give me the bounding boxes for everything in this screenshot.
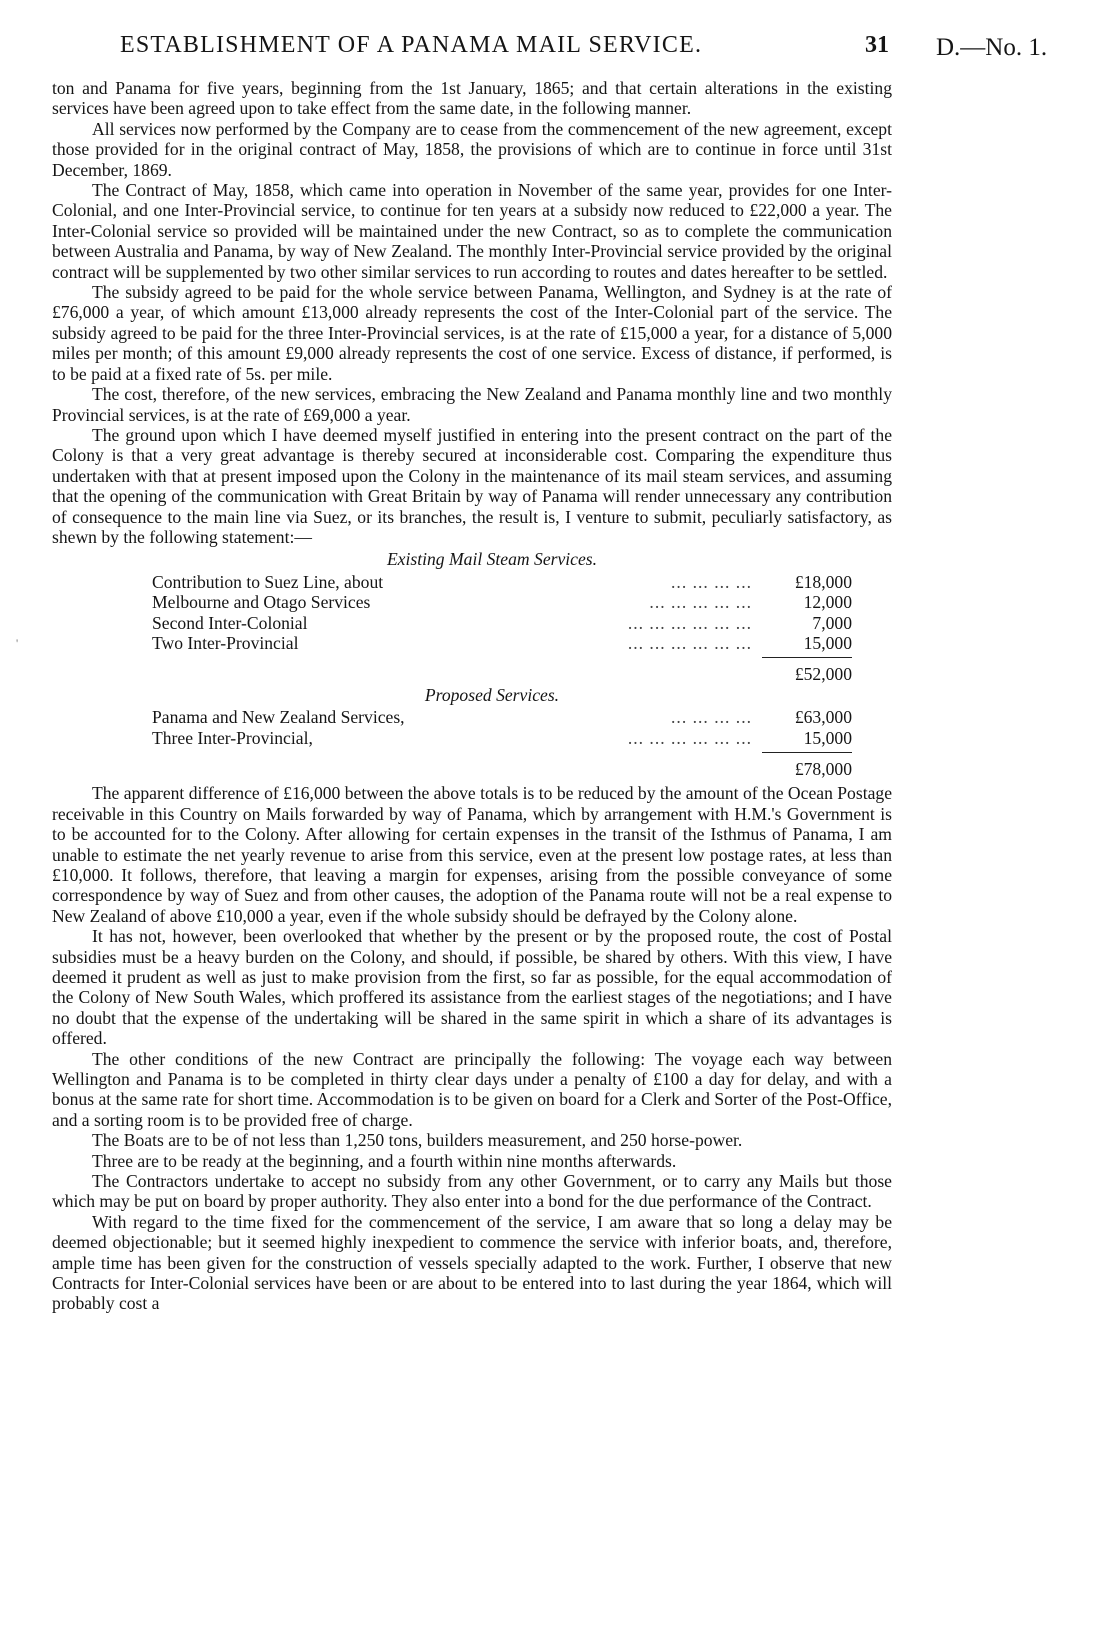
row-label: Melbourne and Otago Services [152,592,371,613]
paragraph: The cost, therefore, of the new services, embracing the New Zealand and Panama monthly line and two monthly Provincial services, is at the rate of £69,000 a year. [52,384,892,425]
total-rule [762,657,852,658]
row-amount: £63,000 [794,707,852,728]
margin-mark: ' [16,636,19,650]
row-leader: ... ... ... ... ... ... [627,727,752,748]
row-amount: £18,000 [794,571,852,592]
paragraph: Three are to be ready at the beginning, and a fourth within nine months afterwards. [92,1150,677,1171]
paragraph: The ground upon which I have deemed myself justified in entering into the present contract on the part of the Colony is that a very great advantage is thereby secured at inconsiderable cost. Comparing the expenditure thus undertaken with that at present imposed upon the Colony in the maintenance of its mail steam services, and assuming that the opening of the communication with Great Britain by way of Panama will render unnecessary any contribution of consequence to the main line via Suez, or its branches, the result is, I venture to submit, peculiarly satisfactory, as shewn by the following statement:— [52,424,892,547]
statement-row [152,633,852,653]
row-amount: 15,000 [803,632,852,653]
row-leader: ... ... ... ... ... ... [627,632,752,653]
statement-row [152,592,852,612]
paragraph: The subsidy agreed to be paid for the whole service between Panama, Wellington, and Sydney is at the rate of £76,000 a year, of which amount £13,000 already represents the cost of the Inter-Colonial part of the service. The subsidy agreed to be paid for the three Inter-Provincial services, is at the rate of £15,000 a year, for a distance of 5,000 miles per month; of this amount £9,000 already represents the cost of one service. Excess of distance, if performed, is to be paid at a fixed rate of 5s. per mile. [52,282,892,384]
proposed-services-heading: Proposed Services. [424,684,560,705]
paragraph: The other conditions of the new Contract are principally the following: The voyage each way between Wellington and Panama is to be completed in thirty clear days under a penalty of £100 a day for delay, and with a bonus at the same rate for short time. Accommodation is to be given on board for a Clerk and Sorter of the Post-Office, and a sorting room is to be provided free of charge. [52,1048,892,1130]
paragraph: All services now performed by the Company are to cease from the commencement of the new agreement, except those provided for in the original contract of May, 1858, the provisions of which are to continue in force until 31st December, 1869. [52,118,892,180]
row-leader: ... ... ... ... ... [649,592,752,613]
statement-row [152,707,852,727]
cost-statement [52,549,892,779]
row-leader: ... ... ... ... [671,707,752,728]
running-title: ESTABLISHMENT OF A PANAMA MAIL SERVICE. [120,32,703,58]
statement-row [152,613,852,633]
row-label: Second Inter-Colonial [152,612,308,633]
statement-row [152,728,852,748]
row-amount: 12,000 [803,592,852,613]
page-header [0,30,1114,66]
existing-services-heading: Existing Mail Steam Services. [386,549,598,570]
row-leader: ... ... ... ... ... ... [627,612,752,633]
row-amount: 7,000 [812,612,852,633]
body-text [52,78,892,1314]
row-label: Panama and New Zealand Services, [152,707,405,728]
row-label: Contribution to Suez Line, about [152,571,384,592]
row-amount: 15,000 [803,727,852,748]
statement-row [152,572,852,592]
document-reference: D.—No. 1. [936,34,1048,61]
paragraph: ton and Panama for five years, beginning from the 1st January, 1865; and that certain alterations in the existing services have been agreed upon to take effect from the same date, in the following manner. [52,78,892,119]
paragraph: It has not, however, been overlooked that whether by the present or by the proposed route, the cost of Postal subsidies must be a heavy burden on the Colony, and should, if possible, be shared by others. With this view, I have deemed it prudent as well as just to make provision from the first, so far as possible, for the equal accommodation of the Colony of New South Wales, which proffered its assistance from the earliest stages of the negotiations; and I have no doubt that the expense of the undertaking will be shared in the same spirit in which a share of its advantages is offered. [52,926,892,1049]
paragraph: The apparent difference of £16,000 between the above totals is to be reduced by the amount of the Ocean Postage receivable in this Country on Mails forwarded by way of Panama, which by arrangement with H.M.'s Government is to be accounted for to the Colony. After allowing for certain expenses in the transit of the Isthmus of Panama, I am unable to estimate the net yearly revenue to arise from this service, even at the present low postage rates, at less than £10,000. It follows, therefore, that leaving a margin for expenses, arising from the possible conveyance of some correspondence by way of Suez and from other causes, the adoption of the Panama route will not be a real expense to New Zealand of above £10,000 a year, even if the whole subsidy should be defrayed by the Colony alone. [52,783,892,926]
page-number: 31 [865,32,889,58]
row-label: Three Inter-Provincial, [152,727,313,748]
paragraph: With regard to the time fixed for the commencement of the service, I am aware that so long a delay may be deemed objectionable; but it seemed highly inexpedient to commence the service with inferior boats, and, therefore, ample time has been given for the construction of vessels specially adapted to the work. Further, I observe that new Contracts for Inter-Colonial services have been or are about to be entered into to last during the year 1864, which will probably cost a [52,1211,892,1314]
paragraph: The Boats are to be of not less than 1,250 tons, builders measurement, and 250 horse-power. [92,1130,743,1151]
row-leader: ... ... ... ... [671,571,752,592]
row-label: Two Inter-Provincial [152,632,299,653]
total-rule [762,752,852,753]
paragraph: The Contract of May, 1858, which came into operation in November of the same year, provides for one Inter-Colonial, and one Inter-Provincial service, to continue for ten years at a subsidy now reduced to £22,000 a year. The Inter-Colonial service so provided will be maintained under the new Contract, so as to complete the communication between Australia and Panama, by way of New Zealand. The monthly Inter-Provincial service provided by the original contract will be supplemented by two other similar services to run according to routes and dates hereafter to be settled. [52,180,892,282]
existing-total: £52,000 [794,664,852,685]
proposed-total: £78,000 [794,758,852,779]
paragraph: The Contractors undertake to accept no subsidy from any other Government, or to carry any Mails but those which may be put on board by proper authority. They also enter into a bond for the due performance of the Contract. [52,1171,892,1212]
